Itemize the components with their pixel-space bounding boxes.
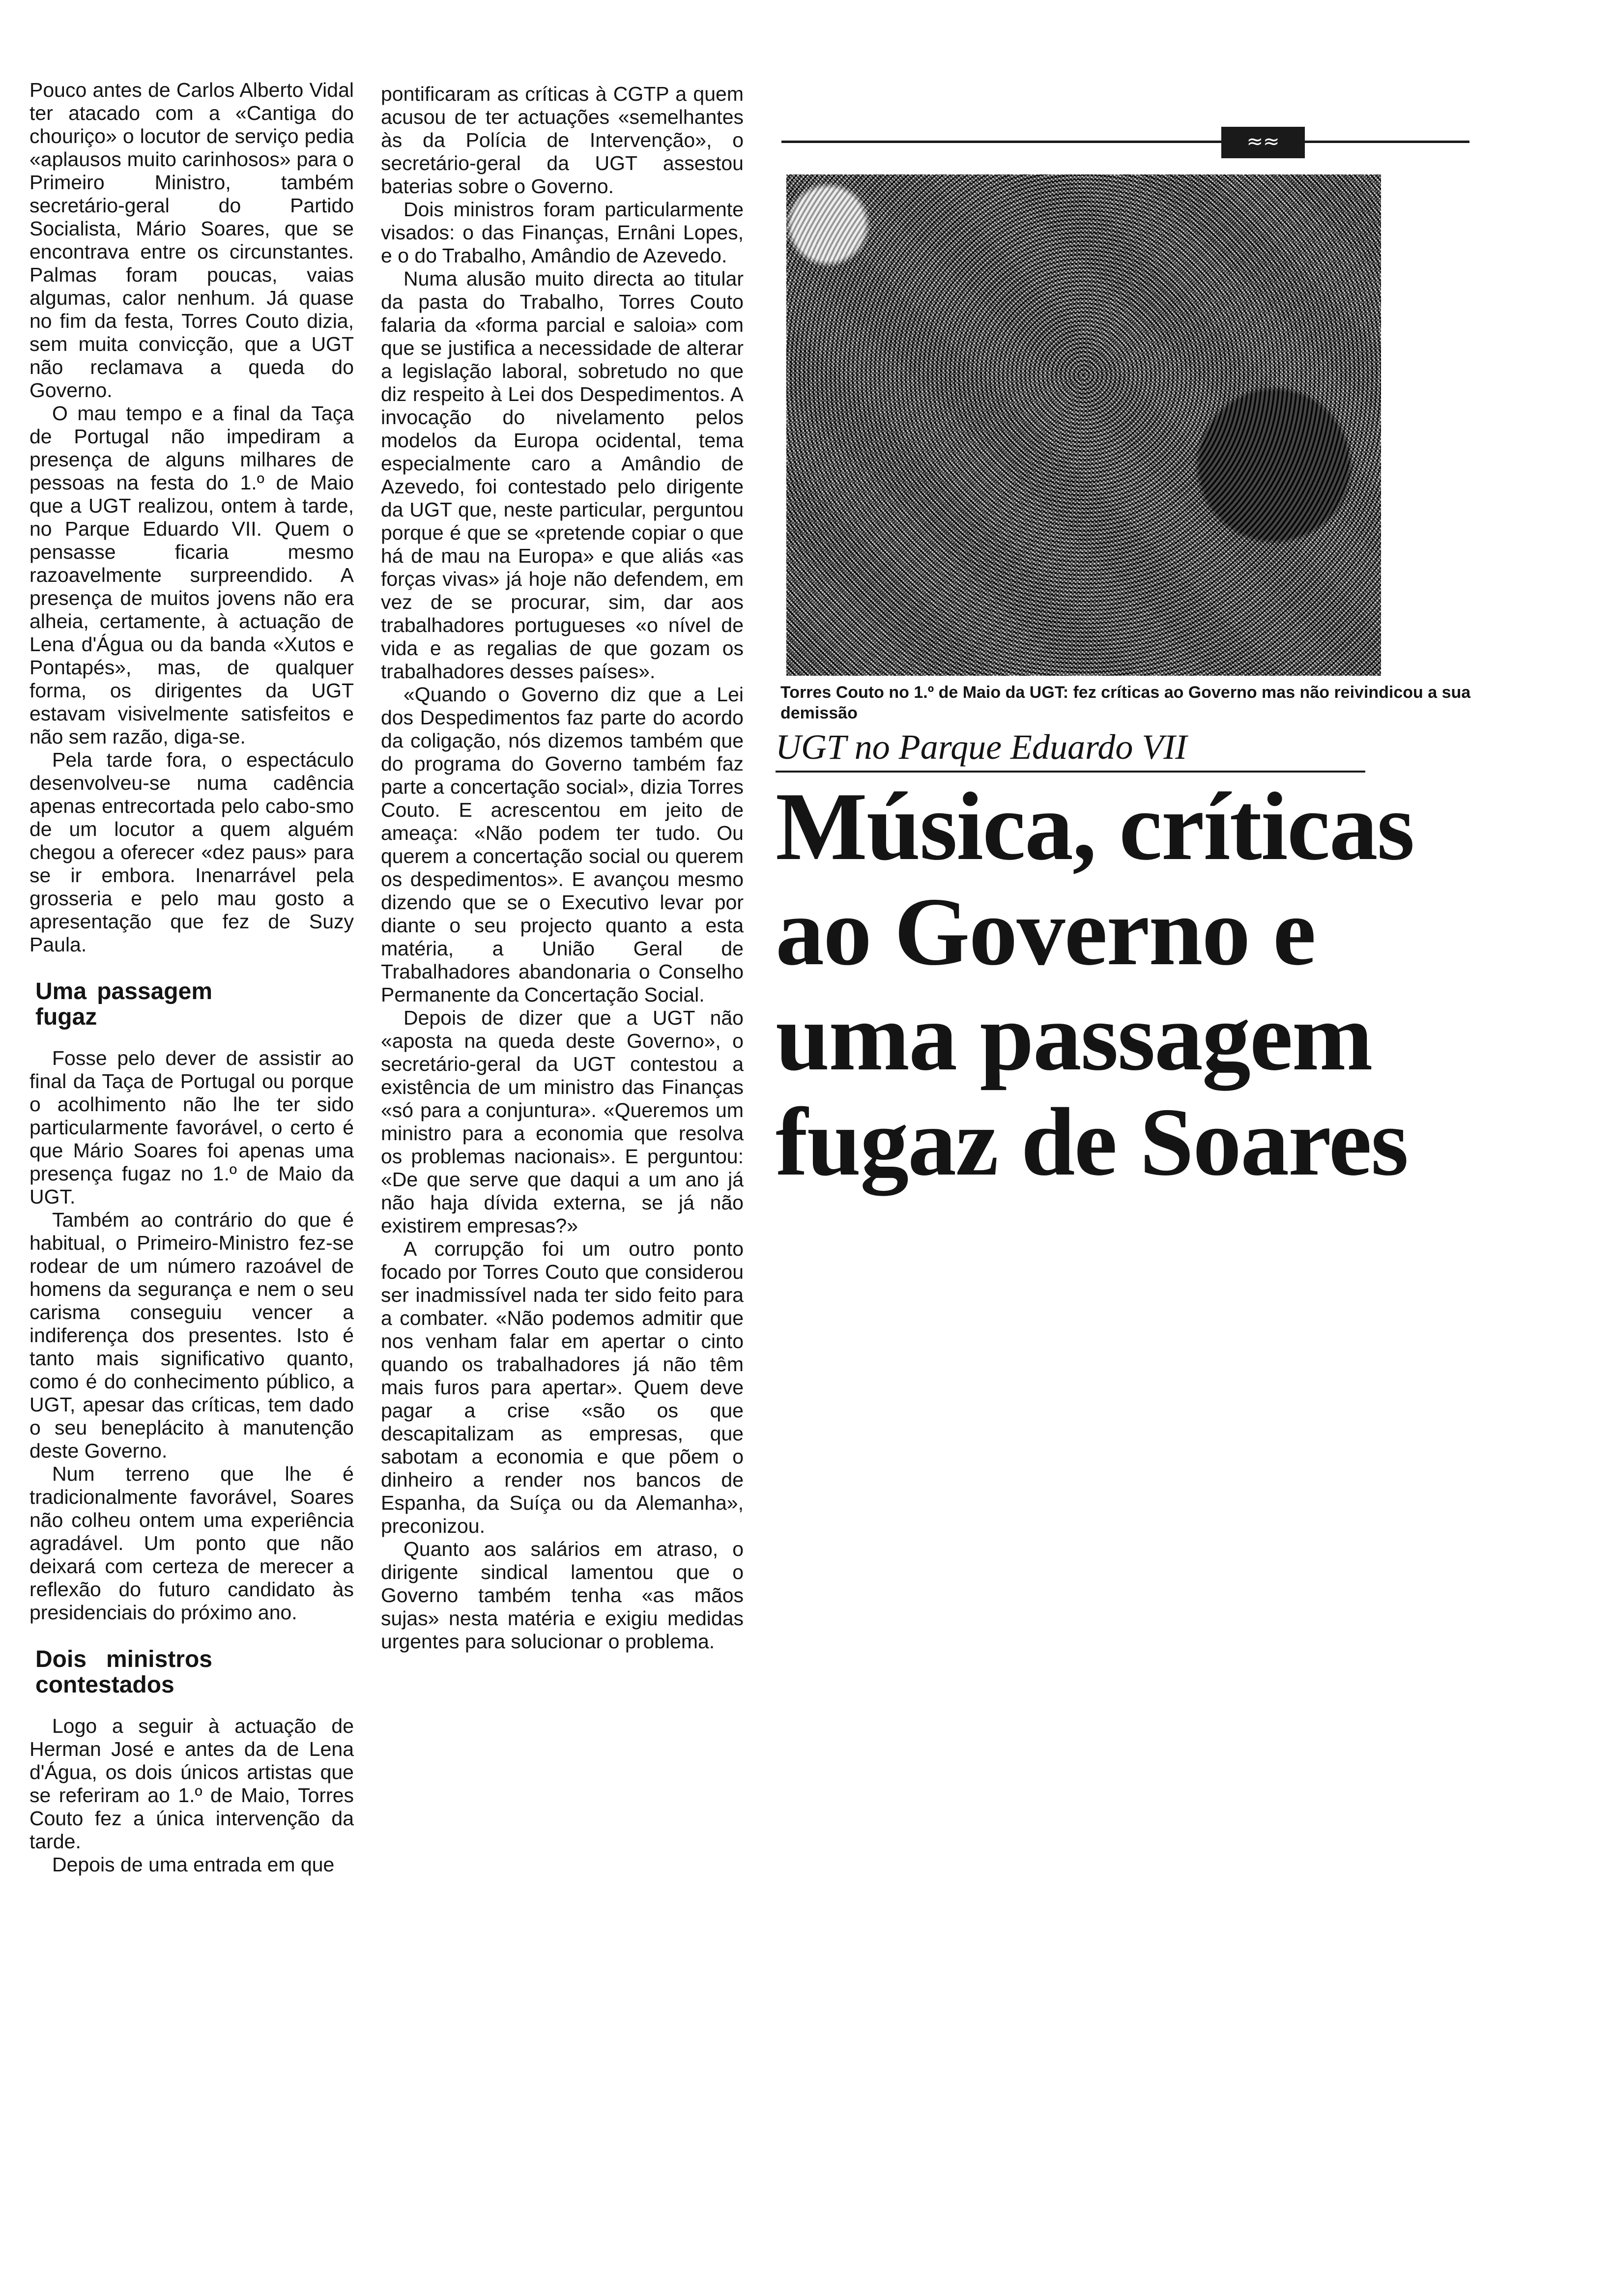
section-wave-icon: ≈≈: [1221, 127, 1305, 158]
body-paragraph: Num terreno que lhe é tradicionalmente favorável, Soares não colheu ontem uma experiência agradável. Um ponto que não deixará com certeza de merecer a reflexão do futuro candidato às presidenciais do próximo ano.: [29, 1463, 354, 1624]
body-paragraph: Dois ministros foram particularmente visados: o das Finanças, Ernâni Lopes, e o do Trabalho, Amândio de Azevedo.: [381, 198, 744, 267]
body-paragraph: Depois de uma entrada em que: [52, 1853, 335, 1876]
body-paragraph: Também ao contrário do que é habitual, o Primeiro-Ministro fez-se rodear de um número razoável de homens da segurança e nem o seu carisma conseguiu vencer a indiferença dos presentes. Isto é tanto mais significativo quanto, como é do conhecimento público, a UGT, apesar das críticas, tem dado o seu beneplácito à manutenção deste Governo.: [29, 1208, 354, 1462]
subheading-dois-ministros: Dois ministros contestados: [35, 1646, 212, 1698]
headline: Música, críticas ao Governo e uma passagem fugaz de Soares: [776, 773, 1414, 1196]
top-rule: [781, 141, 1469, 143]
body-paragraph: Logo a seguir à actuação de Herman José e antes da de Lena d'Água, os dois únicos artistas que se referiram ao 1.º de Maio, Torres Couto fez a única intervenção da tarde.: [29, 1715, 354, 1853]
body-paragraph: Fosse pelo dever de assistir ao final da Taça de Portugal ou porque o acolhimento não lhe ter sido particularmente favorável, o certo é que Mário Soares foi apenas uma presença fugaz no 1.º de Maio da UGT.: [29, 1047, 354, 1208]
kicker: UGT no Parque Eduardo VII: [776, 726, 1365, 773]
article-column-1: [29, 79, 354, 1876]
body-paragraph: Numa alusão muito directa ao titular da pasta do Trabalho, Torres Couto falaria da «forma parcial e saloia» com que se justifica a necessidade de alterar a legislação laboral, sobretudo no que diz respeito à Lei dos Despedimentos. A invocação do nivelamento pelos modelos da Europa ocidental, tema especialmente caro a Amândio de Azevedo, foi contestado pelo dirigente da UGT que, neste particular, perguntou porque é que se «pretende copiar o que há de mau na Europa» e que aliás «as forças vivas» já hoje não defendem, em vez de se procurar, sim, dar aos trabalhadores portugueses «o nível de vida e as regalias de que gozam os trabalhadores desses países».: [381, 267, 744, 683]
body-paragraph: A corrupção foi um outro ponto focado por Torres Couto que considerou ser inadmissível nada ter sido feito para a combater. «Não podemos admitir que nos venham falar em apertar o cinto quando os trabalhadores já não têm mais furos para apertar». Quem deve pagar a crise «são os que descapitalizam as empresas, que sabotam a economia e que põem o dinheiro a render nos bancos de Espanha, da Suíça ou da Alemanha», preconizou.: [381, 1237, 744, 1537]
body-paragraph: O mau tempo e a final da Taça de Portugal não impediram a presença de alguns milhares de pessoas na festa do 1.º de Maio que a UGT realizou, ontem à tarde, no Parque Eduardo VII. Quem o pensasse ficaria mesmo razoavelmente surpreendido. A presença de muitos jovens não era alheia, certamente, à actuação de Lena d'Água ou da banda «Xutos e Pontapés», mas, de qualquer forma, os dirigentes da UGT estavam visivelmente satisfeitos e não sem razão, diga-se.: [29, 402, 354, 748]
body-paragraph: Quanto aos salários em atraso, o dirigente sindical lamentou que o Governo também tenha «as mãos sujas» nesta matéria e exigiu medidas urgentes para solucionar o problema.: [381, 1538, 744, 1653]
article-column-2: [381, 83, 744, 1653]
body-paragraph: Pela tarde fora, o espectáculo desenvolveu-se numa cadência apenas entrecortada pelo cabo-smo de um locutor a quem alguém chegou a oferecer «dez paus» para se ir embora. Inenarrável pela grosseria e pelo mau gosto a apresentação que fez de Suzy Paula.: [29, 748, 354, 956]
body-paragraph: pontificaram as críticas à CGTP a quem acusou de ter actuações «semelhantes às da Polícia de Intervenção», o secretário-geral da UGT assestou baterias sobre o Governo.: [381, 83, 744, 198]
photo-caption: Torres Couto no 1.º de Maio da UGT: fez críticas ao Governo mas não reivindicou a sua demissão: [780, 683, 1471, 722]
subheading-uma-passagem-fugaz: Uma passagem fugaz: [35, 978, 212, 1030]
crowd-photo: [786, 174, 1381, 676]
body-paragraph: Depois de dizer que a UGT não «aposta na queda deste Governo», o secretário-geral da UGT contestou a existência de um ministro das Finanças «só para a conjuntura». «Queremos um ministro para a economia que resolva os problemas nacionais». E perguntou: «De que serve que daqui a um ano já não haja dívida externa, se já não existirem empresas?»: [381, 1006, 744, 1237]
body-paragraph: «Quando o Governo diz que a Lei dos Despedimentos faz parte do acordo da coligação, nós dizemos também que do programa do Governo também faz parte a concertação social», dizia Torres Couto. E acrescentou em jeito de ameaça: «Não podem ter tudo. Ou querem a concertação social ou querem os despedimentos». E avançou mesmo dizendo que se o Executivo levar por diante o seu projecto quanto a esta matéria, a União Geral de Trabalhadores abandonaria o Conselho Permanente da Concertação Social.: [381, 683, 744, 1006]
body-paragraph: Pouco antes de Carlos Alberto Vidal ter atacado com a «Cantiga do chouriço» o locutor de serviço pedia «aplausos muito carinhosos» para o Primeiro Ministro, também secretário-geral do Partido Socialista, Mário Soares, que se encontrava entre os circunstantes. Palmas foram poucas, vaias algumas, calor nenhum. Já quase no fim da festa, Torres Couto dizia, sem muita convicção, que a UGT não reclamava a queda do Governo.: [29, 79, 354, 402]
